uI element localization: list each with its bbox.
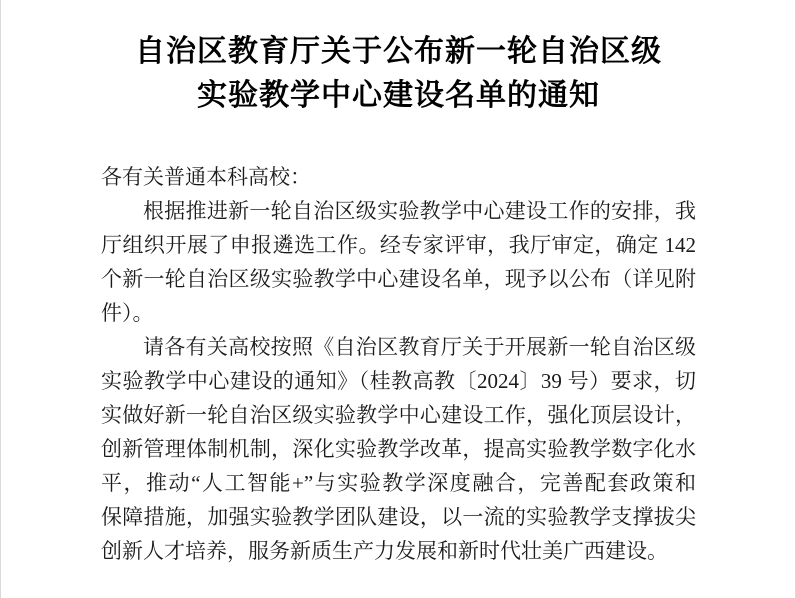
paragraph-line: 保障措施，加强实验教学团队建设，以一流的实验教学支撑拔尖 (101, 505, 696, 529)
paragraph-2 (101, 330, 696, 568)
paragraph-1 (101, 194, 696, 330)
paragraph-line: 请各有关高校按照《自治区教育厅关于开展新一轮自治区级 (143, 335, 696, 359)
paragraph-line: 平，推动“人工智能+”与实验教学深度融合，完善配套政策和 (101, 471, 696, 495)
paragraph-line: 创新管理体制机制，深化实验教学改革，提高实验教学数字化水 (101, 437, 696, 461)
paragraph-line: 实做好新一轮自治区级实验教学中心建设工作，强化顶层设计， (101, 403, 696, 427)
paragraph-line: 厅组织开展了申报遴选工作。经专家评审，我厅审定，确定 142 (101, 233, 696, 257)
document-content (1, 0, 795, 568)
notice-title-line-1: 自治区教育厅关于公布新一轮自治区级 (135, 35, 662, 68)
paragraph-line: 个新一轮自治区级实验教学中心建设名单，现予以公布（详见附 (101, 267, 696, 291)
notice-body (101, 160, 696, 568)
paragraph-line: 创新人才培养，服务新质生产力发展和新时代壮美广西建设。 (101, 539, 668, 563)
notice-title-line-2: 实验教学中心建设名单的通知 (197, 79, 600, 112)
paragraph-line: 件）。 (101, 301, 154, 325)
title-body-spacer (101, 118, 696, 160)
paragraph-line: 实验教学中心建设的通知》（桂教高教〔2024〕39 号）要求，切 (101, 369, 696, 393)
paragraph-line: 根据推进新一轮自治区级实验教学中心建设工作的安排，我 (143, 199, 696, 223)
salutation-line: 各有关普通本科高校： (101, 165, 311, 189)
notice-title (101, 30, 696, 118)
